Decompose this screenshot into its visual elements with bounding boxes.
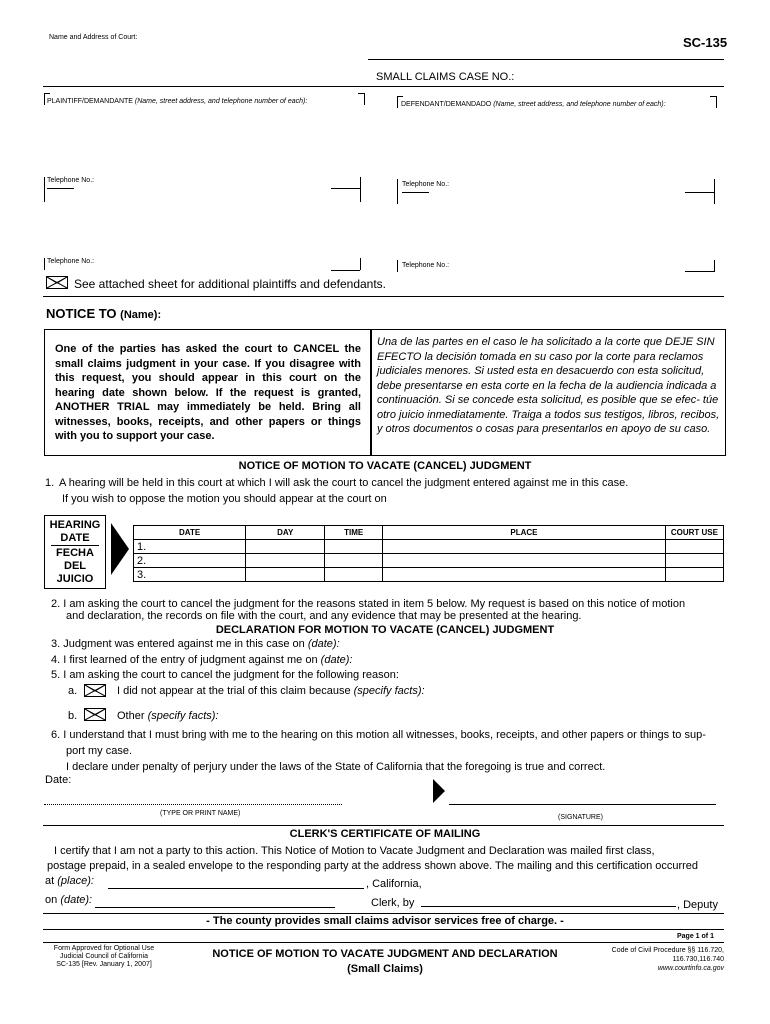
attached-sheet-checkbox[interactable] xyxy=(46,276,68,289)
form-id: SC-135 xyxy=(683,35,728,50)
clerk-by-label: Clerk, by xyxy=(371,897,415,909)
plaintiff-label: PLAINTIFF/DEMANDANTE (Name, street address, and telephone number of each): xyxy=(47,98,308,105)
hearing-date-box xyxy=(44,515,106,589)
x-checkbox-icon xyxy=(85,709,105,720)
footer-subtitle: (Small Claims) xyxy=(347,963,423,975)
clerk-certificate-line-2: postage prepaid, in a sealed envelope to the responding party at the address shown above. The mailing and this certification occurred xyxy=(47,860,699,872)
item-1-oppose-text: If you wish to oppose the motion you should appear at the court on xyxy=(62,493,387,505)
item-6-text-cont: port my case. xyxy=(66,745,133,757)
type-name-label: (TYPE OR PRINT NAME) xyxy=(160,810,241,817)
hearing-table xyxy=(133,525,724,582)
clerk-date-label: on (date): xyxy=(45,894,93,906)
signature-line[interactable] xyxy=(449,804,716,805)
defendant-field[interactable] xyxy=(397,110,717,170)
plaintiff-field[interactable] xyxy=(44,107,364,167)
triangle-right-icon xyxy=(109,523,131,575)
table-row[interactable]: 1. xyxy=(134,540,724,554)
page-number: Page 1 of 1 xyxy=(677,933,714,940)
notice-english-box xyxy=(44,329,372,456)
item-5b-text: Other (specify facts): xyxy=(117,710,219,722)
column-time: TIME xyxy=(325,526,383,540)
clerk-place-label: at (place): xyxy=(45,875,94,887)
notice-spanish-box xyxy=(370,329,726,456)
item-5b-checkbox[interactable] xyxy=(84,708,106,721)
column-date: DATE xyxy=(134,526,246,540)
triangle-right-icon xyxy=(432,779,446,803)
code-citation: Code of Civil Procedure §§ 116.720, 116.730,116.740 www.courtinfo.ca.gov xyxy=(560,946,724,973)
defendant-telephone-label-2: Telephone No.: xyxy=(402,262,450,269)
clerk-certificate-line-1: I certify that I am not a party to this action. This Notice of Motion to Vacate Judgment and Declaration was mailed first class, xyxy=(54,845,655,857)
item-4-text: 4. I first learned of the entry of judgment against me on (date): xyxy=(51,654,353,666)
fecha-del-juicio-label: FECHA DEL JUICIO xyxy=(56,547,94,585)
california-label: , California, xyxy=(366,878,422,890)
signature-label: (SIGNATURE) xyxy=(558,814,603,821)
type-name-line[interactable] xyxy=(44,804,342,805)
footer-title: NOTICE OF MOTION TO VACATE JUDGMENT AND DECLARATION xyxy=(212,948,558,960)
table-row[interactable]: 2. xyxy=(134,554,724,568)
court-address-label: Name and Address of Court: xyxy=(49,34,138,41)
clerk-place-field[interactable] xyxy=(108,888,364,889)
form-approval: Form Approved for Optional Use Judicial Council of California SC-135 [Rev. January 1, 2007] xyxy=(53,945,155,968)
item-5a-text: I did not appear at the trial of this claim because (specify facts): xyxy=(117,685,425,697)
plaintiff-telephone-label-2: Telephone No.: xyxy=(47,258,95,265)
clerk-certificate-title: CLERK'S CERTIFICATE OF MAILING xyxy=(289,828,481,840)
deputy-label: , Deputy xyxy=(677,899,718,911)
item-5a-checkbox[interactable] xyxy=(84,684,106,697)
column-court-use: COURT USE xyxy=(665,526,723,540)
column-day: DAY xyxy=(246,526,325,540)
date-label: Date: xyxy=(45,774,72,786)
defendant-telephone-label-1: Telephone No.: xyxy=(402,181,450,188)
item-2-text: 2. I am asking the court to cancel the judgment for the reasons stated in item 5 below. My request is based on this notice of motion xyxy=(51,598,686,610)
case-number-label: SMALL CLAIMS CASE NO.: xyxy=(376,71,515,83)
item-5b-letter: b. xyxy=(68,710,78,722)
table-row[interactable]: 3. xyxy=(134,568,724,582)
column-place: PLACE xyxy=(383,526,666,540)
item-1-number: 1. xyxy=(45,477,55,489)
x-checkbox-icon xyxy=(85,685,105,696)
notice-english-text: One of the parties has asked the court to CANCEL the small claims judgment in your case. If you disagree with this request, you should appear in this court on the hearing date shown below. If the request is granted, ANOTHER TRIAL may immediately be held. Bring all witnesses, books, receipts, and other papers or things with you to support your case. xyxy=(55,343,361,442)
website-link: www.courtinfo.ca.gov xyxy=(657,965,724,972)
attached-sheet-text: See attached sheet for additional plaintiffs and defendants. xyxy=(74,277,387,291)
advisor-notice: - The county provides small claims advisor services free of charge. - xyxy=(206,915,564,927)
notice-to-label: NOTICE TO (Name): xyxy=(46,306,162,321)
plaintiff-telephone-label-1: Telephone No.: xyxy=(47,177,95,184)
item-2-text-cont: and declaration, the records on file with the court, and any evidence that may be presented at the hearing. xyxy=(66,610,582,622)
clerk-signature-field[interactable] xyxy=(421,906,676,907)
item-1-text: A hearing will be held in this court at which I will ask the court to cancel the judgment entered against me in this case. xyxy=(59,477,629,489)
motion-title: NOTICE OF MOTION TO VACATE (CANCEL) JUDGMENT xyxy=(238,460,532,472)
declaration-title: DECLARATION FOR MOTION TO VACATE (CANCEL) JUDGMENT xyxy=(215,624,555,636)
notice-spanish-text: Una de las partes en el caso le ha solicitado a la corte que DEJE SIN EFECTO la decisión tomada en su caso por la corte para reclamos judiciales menores. Si usted esta en desacuerdo con esta solicitud, debe presentarse en esta corte en la fecha de la audiencia indicada a continuación. Si se concede esta solicitud, es posible que se efec- túe otro juicio inmediatamente. Traiga a todos sus testigos, libros, recibos, y otros documentos o cosas para presentarlos en apoyo de su caso. xyxy=(377,336,720,435)
item-5-text: 5. I am asking the court to cancel the judgment for the following reason: xyxy=(51,669,399,681)
perjury-statement: I declare under penalty of perjury under the laws of the State of California that the foregoing is true and correct. xyxy=(66,761,606,773)
x-checkbox-icon xyxy=(47,277,67,288)
defendant-label: DEFENDANT/DEMANDADO (Name, street address, and telephone number of each): xyxy=(401,101,666,108)
item-5a-letter: a. xyxy=(68,685,78,697)
item-6-text: 6. I understand that I must bring with me to the hearing on this motion all witnesses, books, receipts, and other papers or things to sup- xyxy=(51,729,706,741)
item-3-text: 3. Judgment was entered against me in this case on (date): xyxy=(51,638,340,650)
clerk-date-field[interactable] xyxy=(95,907,335,908)
hearing-date-label: HEARING DATE xyxy=(49,519,101,544)
